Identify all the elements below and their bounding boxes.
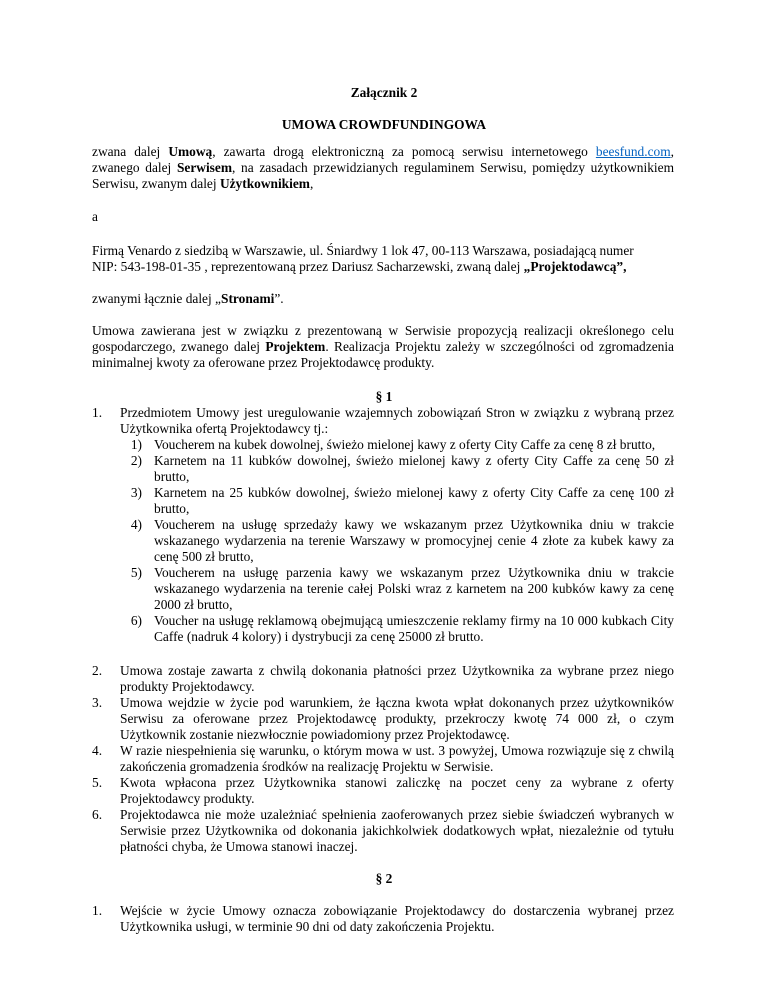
- section-1-point-6: Projektodawca nie może uzależniać spełnienia zaoferowanych przez siebie świadczeń wybranych w Serwisie przez Użytkownika od dokonania jakichkolwiek dodatkowych wpłat, niezależnie od tytułu płatności chyba, że Umowa stanowi inaczej.: [120, 807, 674, 854]
- section-1-point-5: Kwota wpłacona przez Użytkownika stanowi zaliczkę na poczet ceny za wybrane z oferty Projektodawcy produkty.: [120, 775, 674, 806]
- point-marker: 1.: [92, 405, 103, 420]
- section-1-point-3: Umowa wejdzie w życie pod warunkiem, że łączna kwota wpłat dokonanych przez użytkowników Serwisu za oferowane przez Projektodawcę produkty, przekroczy kwotę 74 000 zł, o czym Użytkownik zostanie niezwłocznie powiadomiony przez Projektodawcę.: [120, 695, 674, 742]
- project-paragraph: Umowa zawierana jest w związku z prezentowaną w Serwisie propozycją realizacji określonego celu gospodarczego, zwanego dalej Projektem. Realizacja Projektu zależy w szczególności od zgromadzenia minimalnej kwoty za oferowane przez Projektodawcę produkty.: [92, 323, 674, 370]
- list-item: 6) Voucher na usługę reklamową obejmującą umieszczenie reklamy firmy na 10 000 kubkach City Caffe (nadruk 4 kolory) i dystrybucji za cenę 25000 zł brutto.: [130, 613, 674, 644]
- beesfund-link[interactable]: beesfund.com: [595, 144, 671, 159]
- section-1-heading: § 1: [375, 389, 393, 404]
- list-item: 2) Karnetem na 11 kubków dowolnej, świeżo mielonej kawy z oferty City Caffe za cenę 50 zł brutto,: [130, 453, 674, 484]
- point-marker: 3.: [92, 695, 103, 710]
- list-item: 4) Voucherem na usługę sprzedaży kawy we wskazanym przez Użytkownika dniu w trakcie wskazanego wydarzenia na terenie Warszawy w promocyjnej cenie 4 złote za kubek kawy za cenę 500 zł brutto,: [130, 517, 674, 564]
- intro-paragraph: zwana dalej Umową, zawarta drogą elektroniczną za pomocą serwisu internetowego beesfund.com, zwanego dalej Serwisem, na zasadach przewidzianych regulaminem Serwisu, pomiędzy użytkownikiem Serwisu, zwanym dalej Użytkownikiem,: [92, 144, 674, 191]
- section-1-point-4: W razie niespełnienia się warunku, o którym mowa w ust. 3 powyżej, Umowa rozwiązuje się z chwilą zakończenia gromadzenia środków na realizację Projektu w Serwisie.: [120, 743, 674, 774]
- annex-title: Załącznik 2: [350, 85, 418, 100]
- document-title: UMOWA CROWDFUNDINGOWA: [281, 117, 487, 132]
- point-marker: 6.: [92, 807, 103, 822]
- list-item: 1) Voucherem na kubek dowolnej, świeżo mielonej kawy z oferty City Caffe za cenę 8 zł brutto,: [130, 437, 656, 452]
- offer-list: [120, 437, 674, 645]
- section-1-point-2: Umowa zostaje zawarta z chwilą dokonania płatności przez Użytkownika za wybrane przez niego produkty Projektodawcy.: [120, 663, 674, 694]
- list-item: 5) Voucherem na usługę parzenia kawy we wskazanym przez Użytkownika dniu w trakcie wskazanego wydarzenia na terenie całej Polski wraz z karnetem na 200 kubków kawy za cenę 2000 zł brutto,: [130, 565, 674, 612]
- parties-paragraph: zwanymi łącznie dalej „Stronami”.: [92, 291, 284, 306]
- section-2-heading: § 2: [375, 871, 393, 886]
- point-marker: 2.: [92, 663, 103, 678]
- section-1-point-1: Przedmiotem Umowy jest uregulowanie wzajemnych zobowiązań Stron w związku z wybraną przez Użytkownika ofertą Projektodawcy tj.: 1) Voucherem na kubek dowolnej, świeżo mielonej kawy z oferty City Caffe za cenę 8 zł brutto, 2) Karnetem na 11 kubków dowolnej, świeżo mielonej kawy z oferty City Caffe za cenę 50 zł brutto, 3) Karnetem na 25 kubków dowolnej, świeżo mielonej kawy z oferty City Caffe za cenę 100 zł brutto, 4) Voucherem na usługę sprzedaży kawy we wskazanym przez Użytkownika dniu w trakcie wskazanego wydarzenia na terenie Warszawy w promocyjnej cenie 4 złote za kubek kawy za cenę 500 zł brutto, 5) Voucherem na usługę parzenia kawy we wskazanym przez Użytkownika dniu w trakcie wskazanego wydarzenia na terenie całej Polski wraz z karnetem na 200 kubków kawy za cenę 2000 zł brutto, 6) Voucher na usługę reklamową obejmującą umieszczenie reklamy firmy na 10 000 kubkach City Caffe (nadruk 4 kolory) i dystrybucji za cenę 25000 zł brutto.: [120, 405, 674, 644]
- and-line: a: [92, 209, 98, 224]
- company-paragraph: Firmą Venardo z siedzibą w Warszawie, ul. Śniardwy 1 lok 47, 00-113 Warszawa, posiadającą numer NIP: 543-198-01-35 , reprezentowaną przez Dariusz Sacharzewski, zwaną dalej „Projektodawcą”,: [92, 243, 634, 274]
- list-item: 3) Karnetem na 25 kubków dowolnej, świeżo mielonej kawy z oferty City Caffe za cenę 100 zł brutto,: [130, 485, 674, 516]
- point-marker: 5.: [92, 775, 103, 790]
- section-2-point-1: Wejście w życie Umowy oznacza zobowiązanie Projektodawcy do dostarczenia wybranej przez Użytkownika usługi, w terminie 90 dni od daty zakończenia Projektu.: [120, 903, 674, 934]
- point-marker: 1.: [92, 903, 103, 918]
- point-marker: 4.: [92, 743, 103, 758]
